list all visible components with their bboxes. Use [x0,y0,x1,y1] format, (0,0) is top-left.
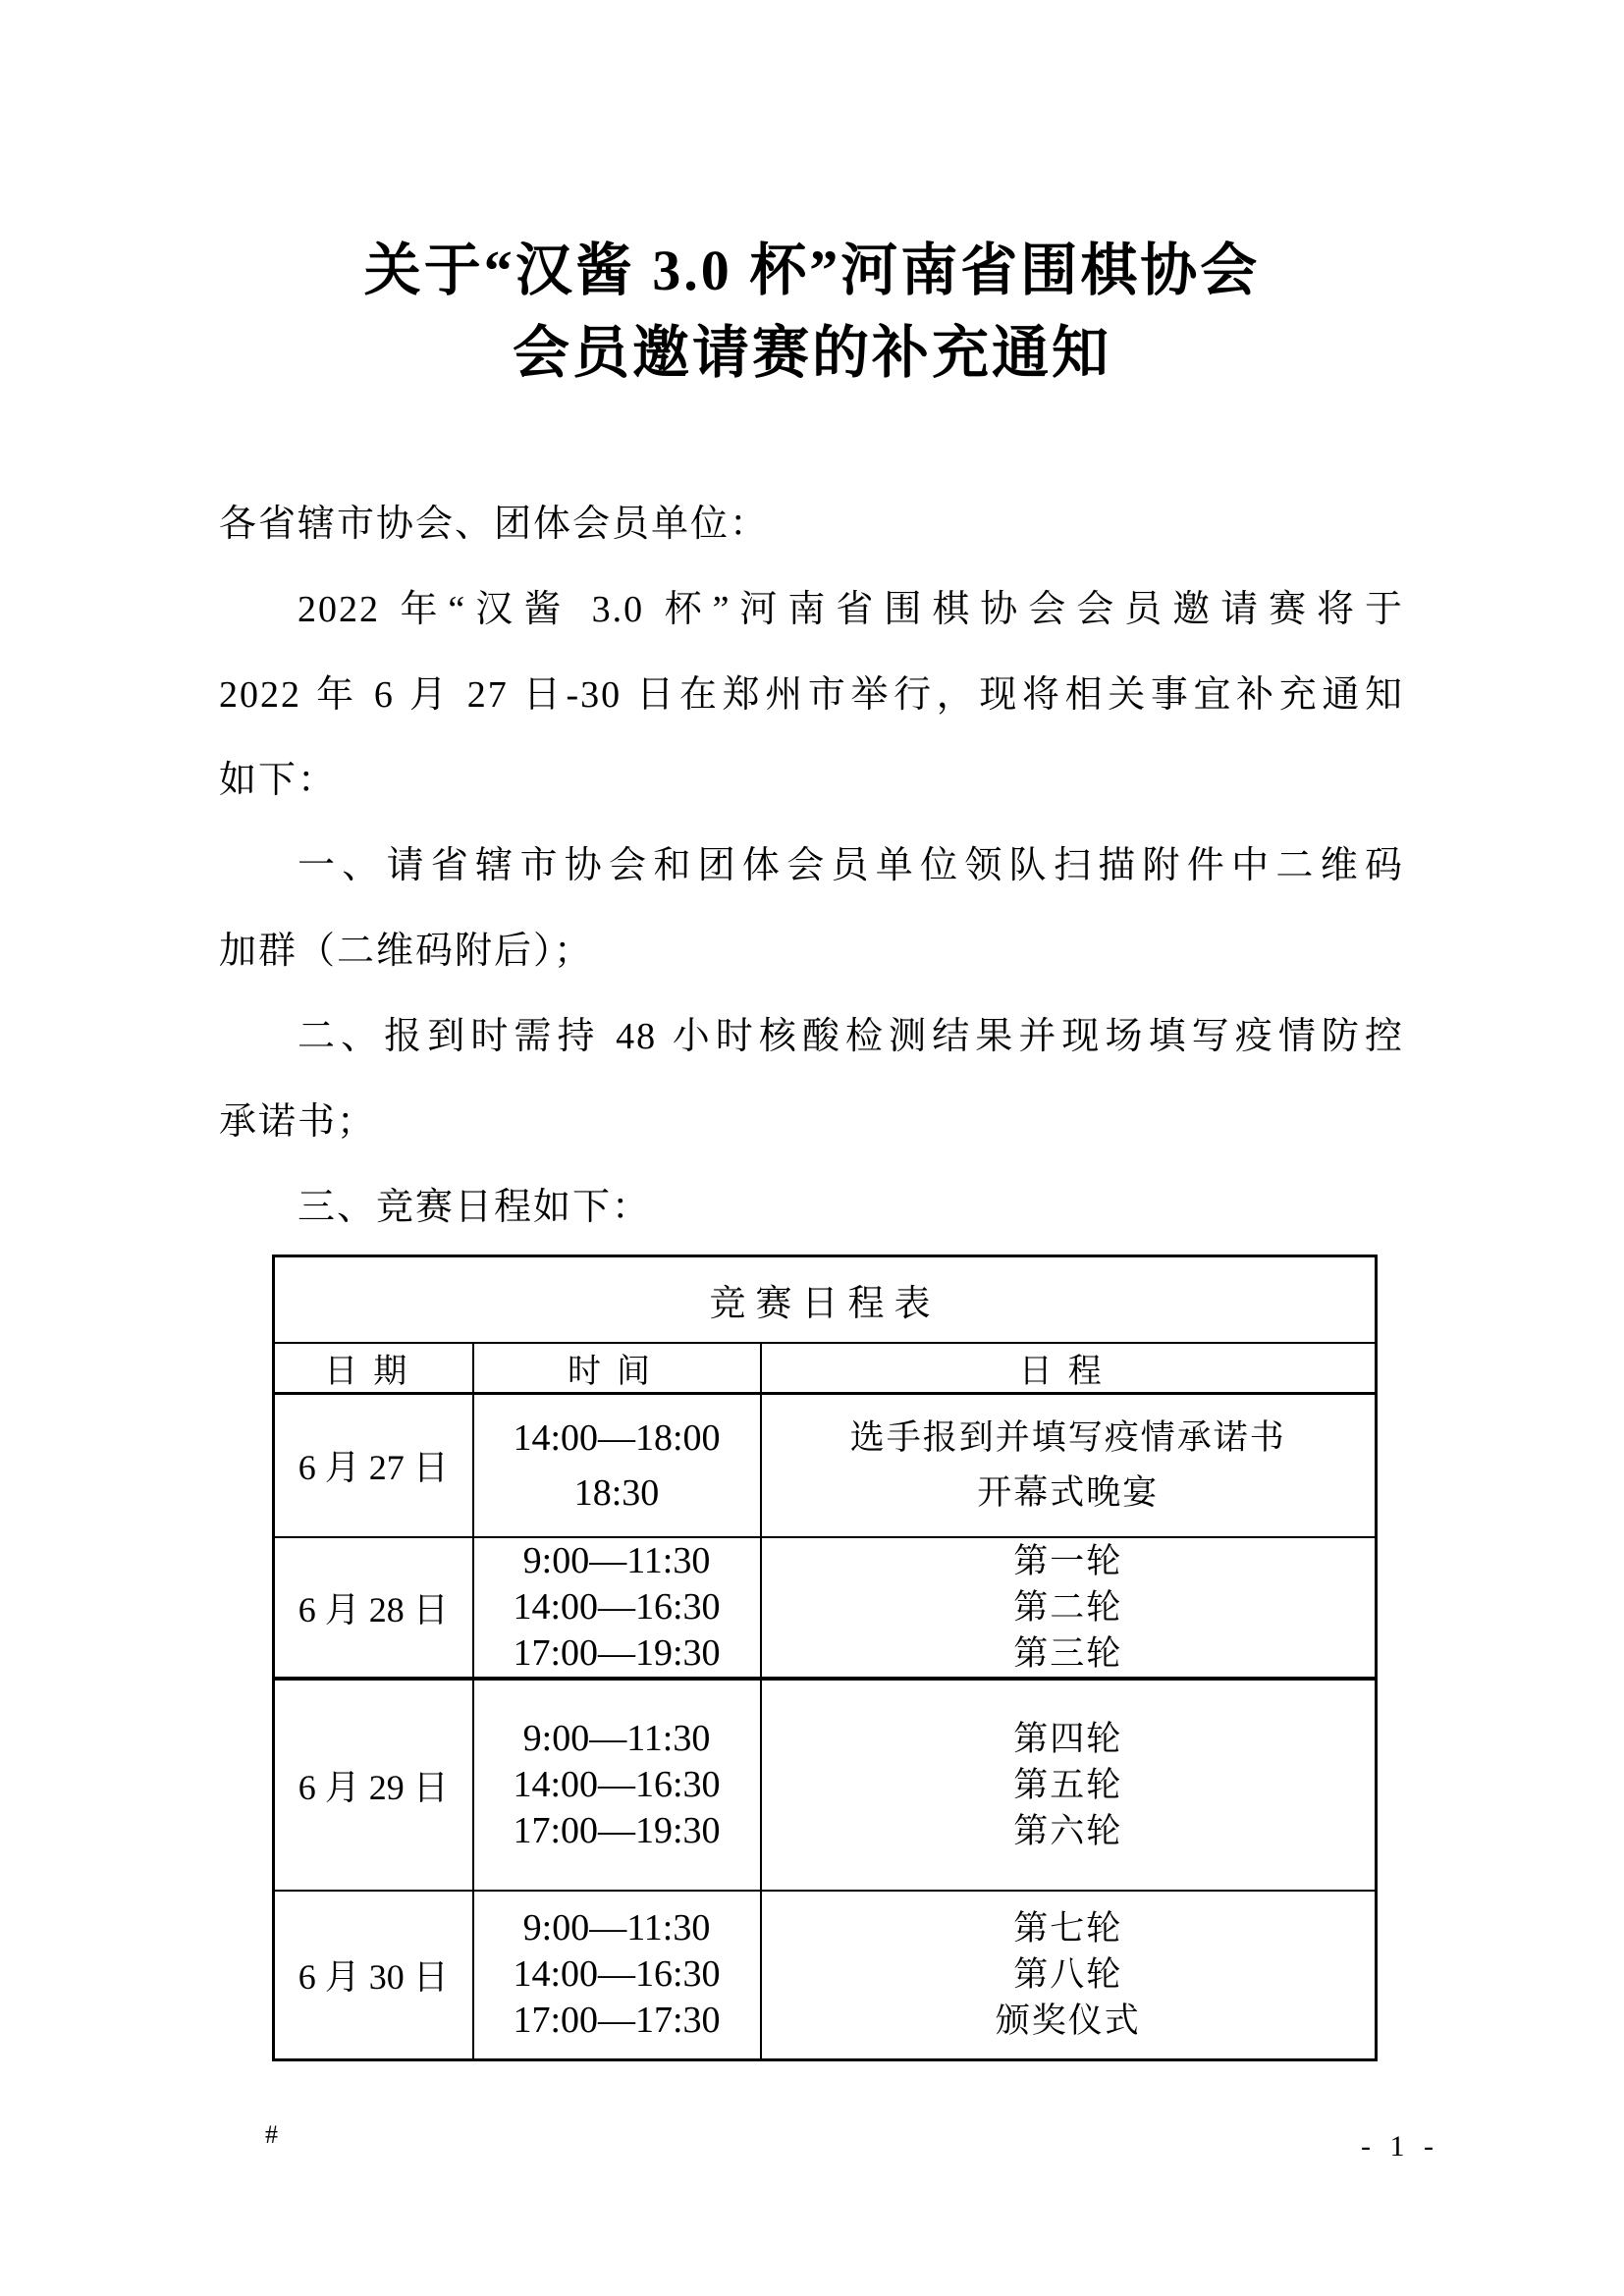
cell-line: 选手报到并填写疫情承诺书 [849,1417,1286,1457]
cell-line: 17:00—19:30 [513,1631,721,1674]
date-cell: 6 月 27 日 [274,1394,473,1537]
page-number: - 1 - [1361,2130,1439,2163]
cell-line: 17:00—17:30 [513,2000,721,2042]
cell-line: 第七轮 [1013,1909,1123,1949]
event-cell [761,1679,1377,1891]
cell-line: 17:00—19:30 [513,1809,721,1851]
date-cell: 6 月 28 日 [274,1537,473,1679]
time-cell [473,1394,761,1537]
body-line: 2022 年“汉酱 3.0 杯”河南省围棋协会会员邀请赛将于 [298,589,1404,630]
time-cell [473,1537,761,1679]
body-line: 二、报到时需持 48 小时核酸检测结果并现场填写疫情防控 [298,1016,1404,1057]
table-caption-row [274,1256,1377,1344]
time-cell [473,1679,761,1891]
body-line: 加群（二维码附后）； [219,931,594,972]
column-header-event: 日程 [761,1343,1377,1394]
cell-line: 14:00—16:30 [513,1585,721,1628]
title-line-2: 会员邀请赛的补充通知 [512,321,1111,385]
cell-line: 14:00—18:00 [513,1416,721,1459]
cell-line: 第一轮 [1013,1541,1123,1580]
cell-line: 第八轮 [1013,1955,1123,1995]
cell-line: 颁奖仪式 [995,2002,1141,2041]
cell-line: 第六轮 [1013,1811,1123,1850]
footnote-mark: # [265,2120,278,2149]
body-line: 一、请省辖市协会和团体会员单位领队扫描附件中二维码 [298,845,1404,886]
event-cell [761,1394,1377,1537]
body-text [219,482,1404,1251]
table-row [274,1537,1377,1679]
table-header-row [274,1343,1377,1394]
schedule-table [272,1255,1378,2061]
time-cell [473,1891,761,2060]
date-cell: 6 月 29 日 [274,1679,473,1891]
cell-line: 14:00—16:30 [513,1953,721,1996]
body-line: 承诺书； [219,1101,377,1143]
cell-line: 第五轮 [1013,1765,1123,1804]
table-caption: 竞赛日程表 [274,1256,1377,1344]
column-header-date: 日期 [274,1343,473,1394]
event-cell [761,1537,1377,1679]
body-line: 如下： [219,760,338,801]
schedule-table-body [274,1394,1377,2060]
title-line-1: 关于“汉酱 3.0 杯”河南省围棋协会 [363,239,1261,302]
cell-line: 9:00—11:30 [522,1539,711,1581]
cell-line: 第四轮 [1013,1719,1123,1758]
table-row [274,1891,1377,2060]
table-row [274,1394,1377,1537]
page-title [0,230,1624,395]
cell-line: 14:00—16:30 [513,1763,721,1805]
table-row [274,1679,1377,1891]
cell-line: 9:00—11:30 [522,1907,711,1949]
cell-line: 第二轮 [1013,1587,1123,1627]
cell-line: 9:00—11:30 [522,1717,711,1759]
body-line: 2022 年 6 月 27 日-30 日在郑州市举行，现将相关事宜补充通知 [219,674,1404,716]
date-cell: 6 月 30 日 [274,1891,473,2060]
body-line: 各省辖市协会、团体会员单位： [219,504,770,545]
column-header-time: 时间 [473,1343,761,1394]
cell-line: 开幕式晚宴 [977,1472,1160,1512]
event-cell [761,1891,1377,2060]
cell-line: 18:30 [573,1471,660,1514]
body-line: 三、竞赛日程如下： [298,1187,652,1228]
cell-line: 第三轮 [1013,1633,1123,1673]
